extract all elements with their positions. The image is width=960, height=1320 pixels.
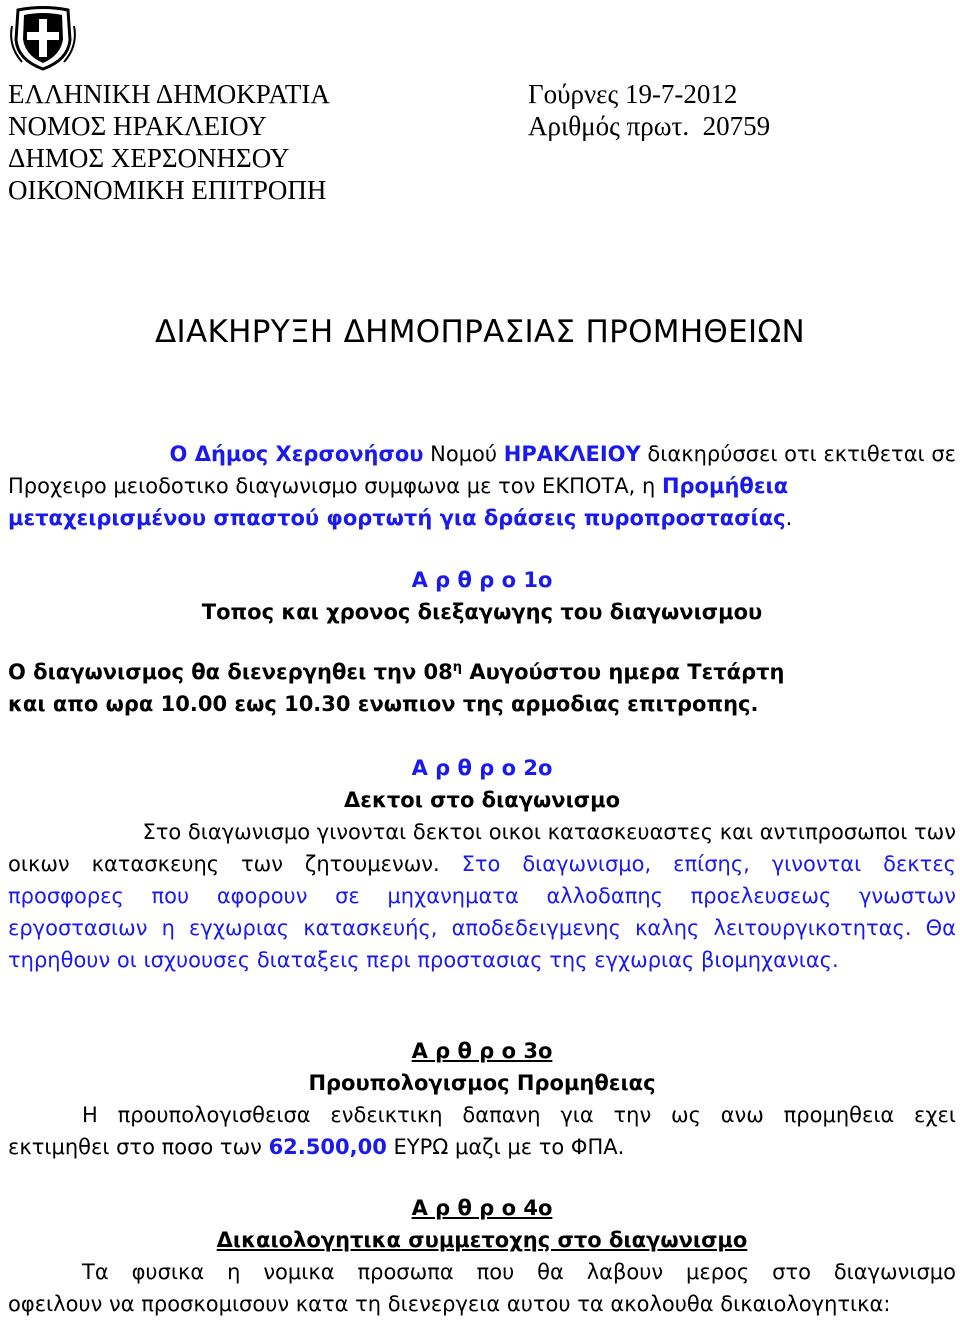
prefecture-name: ΗΡΑΚΛΕΙΟΥ (503, 442, 641, 466)
intro-text: διακηρύσσει οτι εκτιθεται σε (640, 442, 956, 466)
budget-amount: 62.500,00 (268, 1135, 387, 1159)
article-text (8, 1131, 956, 1163)
municipality-name: Ο Δήμος Χερσονήσου (169, 442, 424, 466)
date-block (528, 78, 770, 142)
issuer-line: ΟΙΚΟΝΟΜΙΚΗ ΕΠΙΤΡΟΠΗ (8, 175, 327, 205)
intro-paragraph (8, 438, 956, 534)
protocol-number: Αριθμός πρωτ. 20759 (528, 111, 771, 141)
intro-line (8, 502, 956, 534)
document-title: ΔΙΑΚΗΡΥΞΗ ΔΗΜΟΠΡΑΣΙΑΣ ΠΡΟΜΗΘΕΙΩΝ (155, 314, 805, 350)
superscript: η (452, 660, 463, 675)
article-subheading: Τοπος και χρονος διεξαγωγης του διαγωνισμου (201, 600, 763, 624)
article-4 (8, 1192, 956, 1320)
article-text-part: εκτιμηθει στο ποσο των (8, 1135, 269, 1159)
coat-of-arms-icon (8, 6, 78, 72)
article-text: οφειλουν να προσκομισουν κατα τη διενεργεια αυτου τα ακολουθα δικαιολογητικα: (8, 1292, 891, 1316)
article-text (8, 652, 956, 688)
article-heading: Α ρ θ ρ ο 4ο (411, 1196, 553, 1220)
article-text: εργοστασιων η εγχωριας κατασκευής, αποδεδειγμενης καλης λειτουργικοτητας. Θα (8, 916, 956, 940)
article-text-part: Στο διαγωνισμο, επίσης, γινονται δεκτες (439, 852, 956, 876)
intro-line (8, 438, 956, 470)
document-date: Γούρνες 19-7-2012 (528, 79, 738, 109)
intro-text: Προχειρο μειοδοτικο διαγωνισμο συμφωνα με τον ΕΚΠΟΤΑ, η (8, 474, 662, 498)
article-text: Στο διαγωνισμο γινονται δεκτοι οικοι κατασκευαστες και αντιπροσωποι των (142, 820, 956, 844)
article-text: Τα φυσικα η νομικα προσωπα που θα λαβουν μερος στο διαγωνισμο (82, 1260, 956, 1284)
article-heading: Α ρ θ ρ ο 3ο (411, 1039, 553, 1063)
article-subheading: Δικαιολογητικα συμμετοχης στο διαγωνισμο (216, 1228, 748, 1252)
article-text-part: ΕΥΡΩ μαζι με το ΦΠΑ. (386, 1135, 625, 1159)
article-text: τηρηθουν οι ισχυουσες διαταξεις περι προστασιας της εγχωριας βιομηχανιας. (8, 948, 839, 972)
issuer-line: ΝΟΜΟΣ ΗΡΑΚΛΕΙΟΥ (8, 111, 267, 141)
article-heading: Α ρ θ ρ ο 1ο (411, 568, 553, 592)
article-text (8, 848, 956, 880)
issuer-line: ΔΗΜΟΣ ΧΕΡΣΟΝΗΣΟΥ (8, 143, 290, 173)
procurement-subject: μεταχειρισμένου σπαστού φορτωτή για δράσεις πυροπροστασίας (8, 506, 786, 530)
issuer-block (8, 78, 330, 206)
article-text: Η προυπολογισθεισα ενδεικτικη δαπανη για την ως ανω προμηθεια εχει (82, 1103, 956, 1127)
article-subheading: Προυπολογισμος Προμηθειας (308, 1071, 656, 1095)
intro-line (8, 470, 956, 502)
article-heading: Α ρ θ ρ ο 2ο (411, 756, 553, 780)
article-text-part: Αυγούστου ημερα Τετάρτη (462, 660, 785, 684)
intro-text: . (785, 506, 793, 530)
procurement-subject: Προμήθεια (661, 474, 789, 498)
issuer-line: ΕΛΛΗΝΙΚΗ ΔΗΜΟΚΡΑΤΙΑ (8, 79, 330, 109)
article-text: προσφορες που αφορουν σε μηχανηματα αλλοδαπης προελευσεως γνωστων (8, 884, 956, 908)
article-2 (8, 752, 956, 976)
article-3 (8, 1035, 956, 1163)
intro-text: Νομού (423, 442, 504, 466)
article-subheading: Δεκτοι στο διαγωνισμο (344, 788, 620, 812)
article-text: και απο ωρα 10.00 εως 10.30 ενωπιον της αρμοδιας επιτροπης. (8, 692, 759, 716)
article-1 (8, 564, 956, 720)
article-text-part: Ο διαγωνισμος θα διενεργηθει την 08 (8, 660, 453, 684)
article-text-part: οικων κατασκευης των ζητουμενων. (8, 852, 440, 876)
